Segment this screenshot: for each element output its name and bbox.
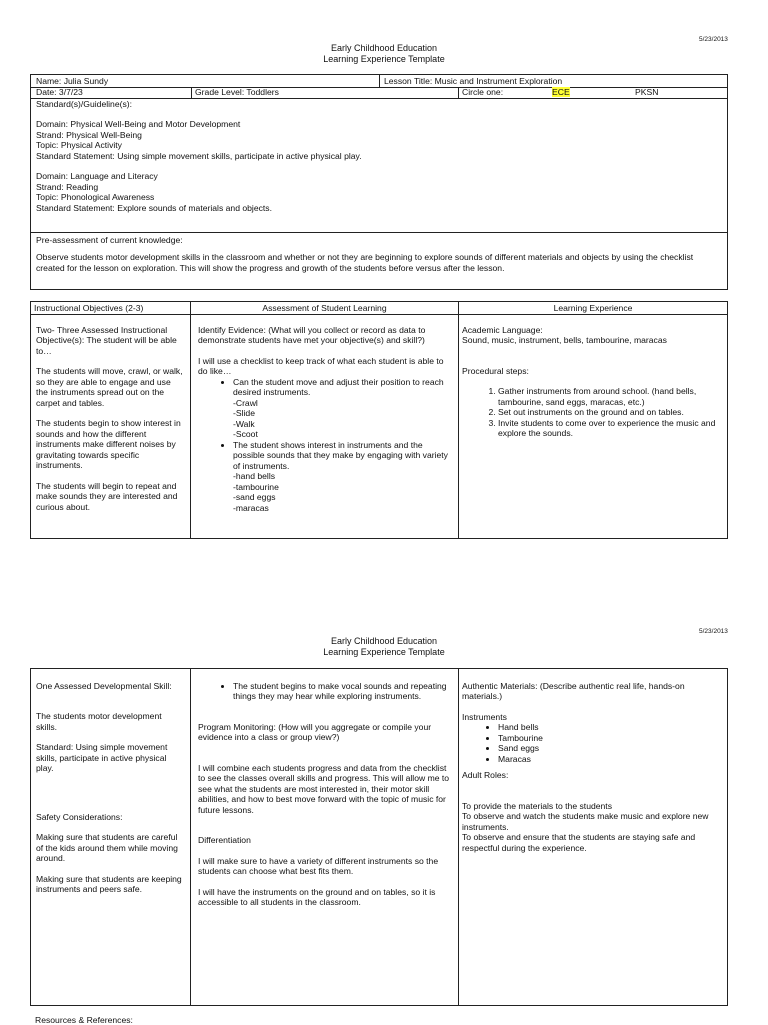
adult-role-3: To observe and ensure that the students are staying safe and respectful during the experience. — [462, 832, 696, 853]
movement-item: -Crawl — [233, 397, 258, 408]
academic-language-heading: Academic Language: — [462, 325, 543, 335]
standard-text: Standard: Using simple movement skills, participate in active physical play. — [36, 742, 168, 774]
learning-cell — [462, 325, 724, 439]
instruments-label: Instruments — [462, 711, 507, 722]
differentiation-text-2: I will have the instruments on the ground and on tables, so it is accessible to all students in the classroom. — [198, 886, 436, 908]
header-line-2: Learning Experience Template — [323, 54, 445, 65]
std1-topic: Topic: Physical Activity — [36, 140, 122, 151]
std2-domain: Domain: Language and Literacy — [36, 171, 158, 182]
std1-strand: Strand: Physical Well-Being — [36, 129, 142, 140]
procedural-steps-heading: Procedural steps: — [462, 365, 529, 376]
movement-item: -Walk — [233, 418, 255, 429]
lesson-title: Lesson Title: Music and Instrument Exploration — [384, 76, 563, 86]
objective-intro: Two- Three Assessed Instructional Objective(s): The student will be able to… — [36, 325, 177, 356]
dev-skill-text: The students motor development skills. — [36, 711, 162, 732]
movement-list — [198, 398, 454, 440]
print-date: 5/23/2013 — [699, 36, 728, 43]
instrument-check-item: -tambourine — [233, 481, 279, 492]
header-line-1: Early Childhood Education — [330, 43, 438, 53]
header-line-2: Learning Experience Template — [323, 647, 445, 658]
vocal-bullet: • The student begins to make vocal sounds and repeating things they may hear while exploring instruments. — [233, 681, 454, 702]
instrument-item: • Hand bells — [498, 722, 724, 732]
dev-skill-cell — [36, 681, 184, 895]
assessment-cell — [198, 325, 454, 513]
circle-one-label: Circle one: — [462, 87, 504, 97]
assessment-bullets-2 — [198, 440, 454, 471]
procedural-step: 3. Invite students to come over to experience the music and explore the sounds. — [498, 418, 724, 439]
objective-2: The students begin to show interest in sounds and how the different instruments make different noises by gravitating towards specific instruments. — [36, 418, 181, 471]
assessment-checklist: I will use a checklist to keep track of what each student is able to do like… — [198, 355, 444, 377]
dev-skill-heading: One Assessed Developmental Skill: — [36, 681, 172, 691]
assessment-bullets — [198, 377, 454, 398]
header-line-1: Early Childhood Education — [330, 636, 438, 646]
assessment-bullet-1: • Can the student move and adjust their position to reach desired instruments. — [233, 377, 454, 398]
instrument-check-list — [198, 471, 454, 513]
instrument-item: • Tambourine — [498, 733, 724, 743]
monitoring-heading: Program Monitoring: (How will you aggregate or compile your evidence into a class or group view?) — [198, 721, 432, 743]
standards-heading: Standard(s)/Guideline(s): — [36, 99, 133, 109]
circle-option-ece: ECE — [552, 87, 570, 97]
page-title-2 — [0, 636, 768, 659]
std2-statement: Standard Statement: Explore sounds of materials and objects. — [36, 202, 272, 213]
preassess-heading: Pre-assessment of current knowledge: — [36, 235, 183, 245]
preassessment-section — [36, 235, 722, 273]
instrument-check-item: -sand eggs — [233, 492, 276, 503]
resources-heading: Resources & References: — [35, 1015, 133, 1025]
materials-heading: Authentic Materials: (Describe authentic real life, hands-on materials.) — [462, 681, 685, 702]
info-table — [30, 74, 728, 290]
assessment-bullet-2: • The student shows interest in instruments and the possible sounds that they make by engaging with variety of instruments. — [233, 440, 454, 471]
safety-text-2: Making sure that students are keeping instruments and peers safe. — [36, 873, 182, 895]
materials-cell — [462, 681, 724, 853]
objectives-cell — [36, 325, 184, 512]
col-header-assessment: Assessment of Student Learning — [262, 303, 387, 313]
procedural-step: 2. Set out instruments on the ground and on tables. — [498, 407, 724, 417]
lesson-date: Date: 3/7/23 — [36, 87, 83, 97]
monitoring-cell — [198, 681, 454, 908]
page-title — [0, 43, 768, 66]
instrument-check-item: -hand bells — [233, 471, 276, 482]
movement-item: -Slide — [233, 408, 255, 419]
objective-1: The students will move, crawl, or walk, so they are able to engage and use the instruments spread out on the carpet and tables. — [36, 366, 183, 408]
instrument-item: • Maracas — [498, 754, 724, 764]
safety-heading: Safety Considerations: — [36, 811, 123, 822]
print-date-2: 5/23/2013 — [699, 628, 728, 635]
safety-text-1: Making sure that students are careful of the kids around them while moving around. — [36, 832, 178, 864]
adult-role-2: To observe and watch the students make music and explore new instruments. — [462, 811, 709, 832]
adult-roles-heading: Adult Roles: — [462, 770, 509, 781]
vocal-bullet-list — [198, 681, 454, 702]
instrument-item: • Sand eggs — [498, 743, 724, 753]
std1-statement: Standard Statement: Using simple movement skills, participate in active physical play. — [36, 150, 362, 161]
academic-language-text: Sound, music, instrument, bells, tambourine, maracas — [462, 335, 667, 346]
objective-3: The students will begin to repeat and make sounds they are interested and curious about. — [36, 480, 178, 512]
procedural-step: 1. Gather instruments from around school. (hand bells, tambourine, sand eggs, maracas, etc.) — [498, 386, 724, 407]
col-header-objectives: Instructional Objectives (2-3) — [34, 303, 144, 313]
std2-strand: Strand: Reading — [36, 181, 99, 192]
std2-topic: Topic: Phonological Awareness — [36, 192, 155, 203]
circle-option-pksn: PKSN — [635, 87, 659, 97]
assessment-intro: Identify Evidence: (What will you collect or record as data to demonstrate students have met your objective(s) and skill?) — [198, 325, 426, 346]
skills-table — [30, 668, 728, 1006]
instrument-check-item: -maracas — [233, 502, 269, 513]
monitoring-text: I will combine each students progress and data from the checklist to see the classes overall skills and progress. This will allow me to see what the students are most interested in, their motor skill abilities, and how to best move forward with the topic of music for future lessons. — [198, 762, 450, 815]
objectives-table — [30, 301, 728, 539]
preassess-text: Observe students motor development skills in the classroom and whether or not they are beginning to explore sounds of different materials and objects by using the checklist created for the lesson on exploration. This will show the progress and growth of the students before versus after the lesson. — [36, 252, 694, 273]
student-name: Name: Julia Sundy — [36, 76, 109, 86]
col-header-learning: Learning Experience — [553, 303, 633, 313]
procedural-steps — [462, 386, 724, 438]
instruments-list — [462, 722, 724, 764]
standards-section — [36, 99, 722, 213]
movement-item: -Scoot — [233, 429, 258, 440]
differentiation-text-1: I will make sure to have a variety of different instruments so the students can choose what best fits them. — [198, 855, 439, 877]
std1-domain: Domain: Physical Well-Being and Motor Development — [36, 119, 241, 130]
adult-role-1: To provide the materials to the students — [462, 800, 612, 811]
grade-level: Grade Level: Toddlers — [195, 87, 279, 97]
differentiation-heading: Differentiation — [198, 835, 251, 846]
